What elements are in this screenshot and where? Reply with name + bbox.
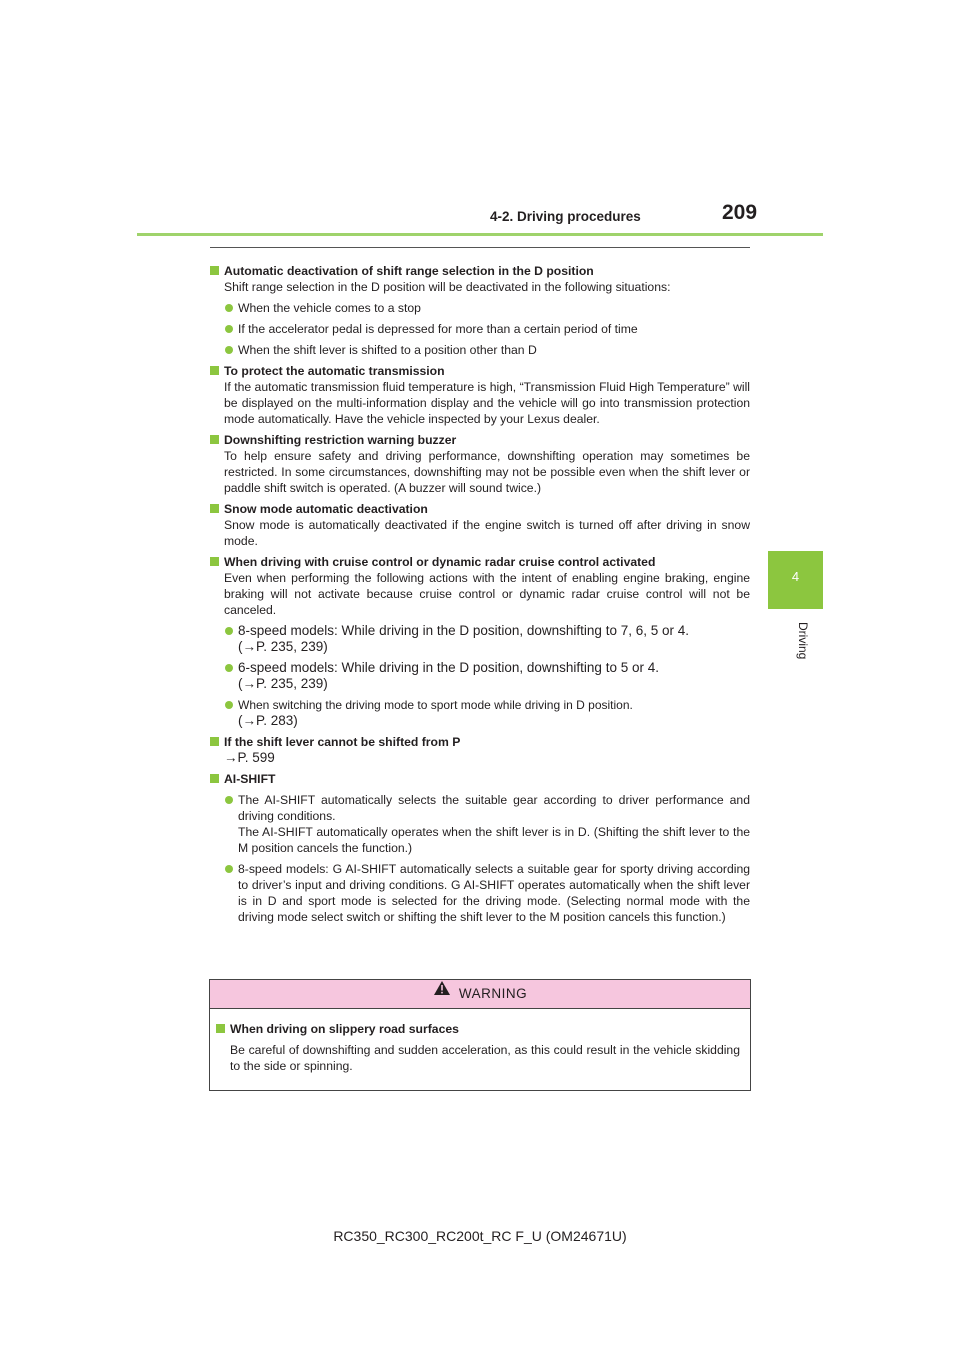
section-cruise-control [210, 554, 750, 729]
section-downshift-buzzer [210, 432, 750, 496]
warning-triangle-icon [433, 978, 451, 1006]
square-bullet-icon [210, 366, 219, 375]
round-bullet-icon [225, 664, 233, 672]
section-snow-mode [210, 501, 750, 549]
list-item: When switching the driving mode to sport mode while driving in D position. (→P. 283) [224, 697, 750, 729]
list-item: 8-speed models: While driving in the D position, downshifting to 7, 6, 5 or 4. (→P. 235, 239) [224, 623, 750, 655]
section-body: If the automatic transmission fluid temperature is high, “Transmission Fluid High Temperature” will be displayed on the multi-information display and the vehicle will go into transmission protection mode automatically. Have the vehicle inspected by your Lexus dealer. [224, 380, 750, 426]
warning-section [216, 1021, 740, 1074]
page-reference-link[interactable]: (→P. 235, 239) [238, 639, 328, 654]
section-heading: AI-SHIFT [224, 772, 276, 786]
section-protect-transmission [210, 363, 750, 427]
section-body: Shift range selection in the D position will be deactivated in the following situations: [224, 280, 671, 294]
section-heading: To protect the automatic transmission [224, 364, 445, 378]
content-rule [210, 247, 750, 248]
footer-model-code: RC350_RC300_RC200t_RC F_U (OM24671U) [333, 1228, 627, 1244]
section-body: Snow mode is automatically deactivated if the engine switch is turned off after driving in snow mode. [224, 518, 750, 548]
round-bullet-icon [225, 701, 233, 709]
square-bullet-icon [210, 266, 219, 275]
warning-body-text: Be careful of downshifting and sudden acceleration, as this could result in the vehicle skidding to the side or spinning. [230, 1043, 740, 1073]
square-bullet-icon [210, 737, 219, 746]
warning-content [210, 1009, 750, 1074]
round-bullet-icon [225, 304, 233, 312]
section-heading: Automatic deactivation of shift range selection in the D position [224, 264, 594, 278]
list-item: When the shift lever is shifted to a position other than D [224, 342, 750, 358]
round-bullet-icon [225, 346, 233, 354]
warning-box [209, 979, 751, 1091]
section-ai-shift [210, 771, 750, 925]
section-body: To help ensure safety and driving performance, downshifting operation may sometimes be restricted. In some circumstances, downshifting may not be possible even when the shift lever or paddle shift switch is operated. (A buzzer will sound twice.) [224, 449, 750, 495]
page-reference-link[interactable]: →P. 599 [224, 750, 275, 765]
warning-heading: When driving on slippery road surfaces [230, 1022, 459, 1036]
section-heading: If the shift lever cannot be shifted from P [224, 735, 461, 749]
section-auto-deactivation [210, 263, 750, 358]
round-bullet-icon [225, 627, 233, 635]
section-heading: Snow mode automatic deactivation [224, 502, 428, 516]
square-bullet-icon [216, 1024, 225, 1033]
section-shift-lever-stuck [210, 734, 750, 766]
square-bullet-icon [210, 557, 219, 566]
list-item: The AI-SHIFT automatically selects the suitable gear according to driver performance and driving conditions. The AI-SHIFT automatically operates when the shift lever is in D. (Shifting the shift lever to the M position cancels the function.) [224, 792, 750, 856]
page-number: 209 [722, 201, 758, 224]
round-bullet-icon [225, 325, 233, 333]
page-reference-link[interactable]: (→P. 283) [238, 713, 298, 728]
chapter-tab-number: 4 [791, 569, 800, 584]
section-heading: Downshifting restriction warning buzzer [224, 433, 457, 447]
list-item: If the accelerator pedal is depressed for more than a certain period of time [224, 321, 750, 337]
list-item: 6-speed models: While driving in the D position, downshifting to 5 or 4. (→P. 235, 239) [224, 660, 750, 692]
chapter-tab-label: Driving [796, 622, 810, 660]
chapter-tab[interactable] [768, 551, 823, 609]
main-content [210, 258, 750, 925]
warning-title: WARNING [458, 986, 528, 1001]
list-item: When the vehicle comes to a stop [224, 300, 750, 316]
page-reference-link[interactable]: (→P. 235, 239) [238, 676, 328, 691]
square-bullet-icon [210, 504, 219, 513]
square-bullet-icon [210, 774, 219, 783]
header-rule [137, 233, 823, 236]
square-bullet-icon [210, 435, 219, 444]
warning-header [210, 980, 750, 1009]
section-body: Even when performing the following actions with the intent of enabling engine braking, engine braking will not activate because cruise control or dynamic radar cruise control will not be canceled. [224, 571, 750, 617]
round-bullet-icon [225, 796, 233, 804]
section-heading: When driving with cruise control or dynamic radar cruise control activated [224, 555, 656, 569]
list-item: 8-speed models: G AI-SHIFT automatically selects a suitable gear for sporty driving according to driver’s input and driving conditions. G AI-SHIFT operates automatically when the shift lever is in D and sport mode is selected for the driving mode. (Selecting normal mode with the driving mode select switch or shifting the shift lever to the M position cancels this function.) [224, 861, 750, 925]
header-section-title: 4-2. Driving procedures [490, 209, 641, 224]
round-bullet-icon [225, 865, 233, 873]
